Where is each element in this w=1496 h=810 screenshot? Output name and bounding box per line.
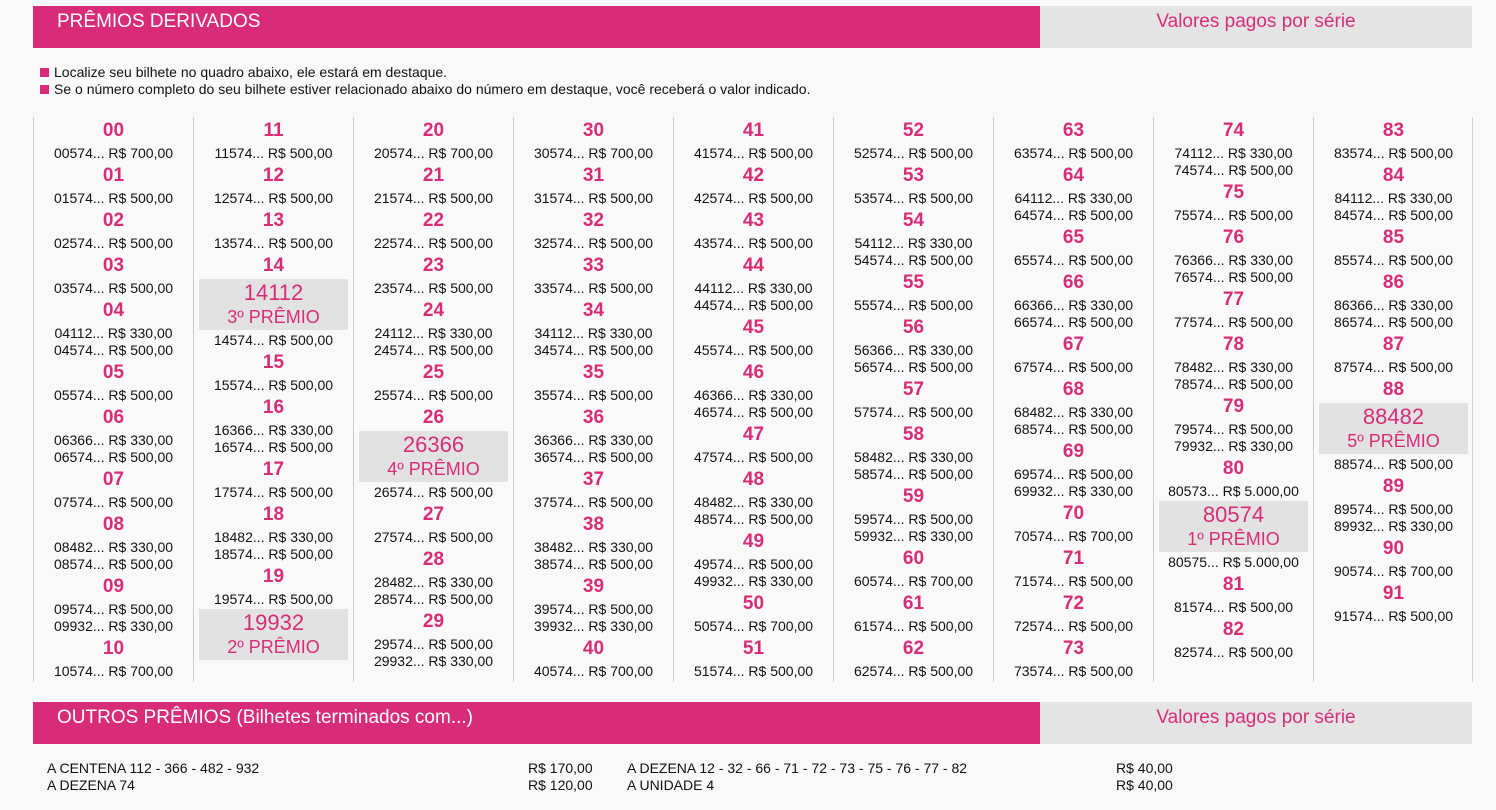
ticket-line: 09932... R$ 330,00 xyxy=(53,618,174,634)
ticket-line: 60574... R$ 700,00 xyxy=(853,573,974,589)
group-number: 51 xyxy=(742,638,765,659)
ticket-line: 24574... R$ 500,00 xyxy=(373,342,494,358)
group-number: 72 xyxy=(1062,593,1085,614)
ticket-line: 16366... R$ 330,00 xyxy=(213,422,334,438)
ticket-line: 09574... R$ 500,00 xyxy=(53,601,174,617)
ticket-line: 24112... R$ 330,00 xyxy=(374,325,493,341)
ticket-line: 58574... R$ 500,00 xyxy=(853,466,974,482)
ticket-line: 07574... R$ 500,00 xyxy=(53,494,174,510)
group-number: 59 xyxy=(902,486,925,507)
ticket-line: 50574... R$ 700,00 xyxy=(693,618,814,634)
ticket-line: 34574... R$ 500,00 xyxy=(533,342,654,358)
group-number: 12 xyxy=(262,165,285,186)
ticket-line: 40574... R$ 700,00 xyxy=(533,663,654,679)
prize-number: 19932 xyxy=(242,610,305,635)
group-number: 45 xyxy=(742,317,765,338)
other-prize-label: A DEZENA 12 - 32 - 66 - 71 - 72 - 73 - 75 - 76 - 77 - 82 xyxy=(627,760,968,776)
group-number: 76 xyxy=(1222,227,1245,248)
ticket-line: 31574... R$ 500,00 xyxy=(533,190,654,206)
ticket-line: 88574... R$ 500,00 xyxy=(1333,456,1454,472)
bullet-square-icon xyxy=(40,68,49,77)
ticket-line: 39932... R$ 330,00 xyxy=(533,618,654,634)
ticket-line: 26574... R$ 500,00 xyxy=(373,484,494,500)
group-number: 68 xyxy=(1062,379,1085,400)
prize-column xyxy=(1153,117,1313,682)
group-number: 71 xyxy=(1062,548,1085,569)
group-number: 13 xyxy=(262,210,285,231)
prize-column xyxy=(993,117,1153,682)
group-number: 82 xyxy=(1222,619,1245,640)
group-number: 06 xyxy=(102,407,125,428)
ticket-line: 30574... R$ 700,00 xyxy=(533,145,654,161)
ticket-line: 69932... R$ 330,00 xyxy=(1013,483,1134,499)
ticket-line: 38482... R$ 330,00 xyxy=(533,539,654,555)
group-number: 21 xyxy=(422,165,445,186)
ticket-line: 16574... R$ 500,00 xyxy=(213,439,334,455)
group-number: 22 xyxy=(422,210,445,231)
ticket-line: 32574... R$ 500,00 xyxy=(533,235,654,251)
prize-column xyxy=(33,117,193,682)
ticket-line: 29932... R$ 330,00 xyxy=(373,653,494,669)
ticket-line: 79574... R$ 500,00 xyxy=(1173,421,1294,437)
group-number: 15 xyxy=(262,352,285,373)
ticket-line: 25574... R$ 500,00 xyxy=(373,387,494,403)
ticket-line: 71574... R$ 500,00 xyxy=(1013,573,1134,589)
ticket-line: 86366... R$ 330,00 xyxy=(1333,297,1454,313)
ticket-line: 89932... R$ 330,00 xyxy=(1333,518,1454,534)
other-prizes-right-labels xyxy=(627,760,967,794)
group-number: 18 xyxy=(262,504,285,525)
highlighted-prize xyxy=(199,609,348,660)
ticket-line: 83574... R$ 500,00 xyxy=(1333,145,1454,161)
prize-number: 14112 xyxy=(243,280,304,305)
group-number: 05 xyxy=(102,362,125,383)
ticket-line: 77574... R$ 500,00 xyxy=(1173,314,1294,330)
ticket-line: 28482... R$ 330,00 xyxy=(373,574,494,590)
ticket-line: 29574... R$ 500,00 xyxy=(373,636,494,652)
group-number: 46 xyxy=(742,362,765,383)
other-prize-value: R$ 40,00 xyxy=(1116,777,1173,793)
group-number: 85 xyxy=(1382,227,1405,248)
ticket-line: 78482... R$ 330,00 xyxy=(1173,359,1294,375)
highlighted-prize xyxy=(359,431,508,482)
ticket-line: 38574... R$ 500,00 xyxy=(533,556,654,572)
other-prizes-subtitle: Valores pagos por série xyxy=(1040,702,1472,744)
group-number: 91 xyxy=(1382,583,1405,604)
group-number: 34 xyxy=(582,300,605,321)
group-number: 32 xyxy=(582,210,605,231)
group-number: 47 xyxy=(742,424,765,445)
group-number: 52 xyxy=(902,120,925,141)
group-number: 77 xyxy=(1222,289,1245,310)
group-number: 27 xyxy=(422,504,445,525)
other-prizes-title: OUTROS PRÊMIOS (Bilhetes terminados com...) xyxy=(33,702,1040,744)
ticket-line: 54112... R$ 330,00 xyxy=(854,235,973,251)
instruction-line: Localize seu bilhete no quadro abaixo, ele estará em destaque. xyxy=(40,64,810,81)
group-number: 74 xyxy=(1222,120,1245,141)
prize-grid xyxy=(33,117,1473,682)
ticket-line: 10574... R$ 700,00 xyxy=(53,663,174,679)
other-prize-label: A CENTENA 112 - 366 - 482 - 932 xyxy=(47,760,260,776)
ticket-line: 75574... R$ 500,00 xyxy=(1173,207,1294,223)
ticket-line: 68482... R$ 330,00 xyxy=(1013,404,1134,420)
ticket-line: 12574... R$ 500,00 xyxy=(213,190,334,206)
ticket-line: 01574... R$ 500,00 xyxy=(53,190,174,206)
ticket-line: 47574... R$ 500,00 xyxy=(693,449,814,465)
group-number: 58 xyxy=(902,424,925,445)
ticket-line: 65574... R$ 500,00 xyxy=(1013,252,1134,268)
group-number: 70 xyxy=(1062,503,1085,524)
ticket-line: 46574... R$ 500,00 xyxy=(693,404,814,420)
prize-rank: 4º PRÊMIO xyxy=(387,459,480,479)
prize-column xyxy=(833,117,993,682)
ticket-line: 64574... R$ 500,00 xyxy=(1013,207,1134,223)
ticket-line: 14574... R$ 500,00 xyxy=(213,332,334,348)
prize-column xyxy=(353,117,513,682)
header-bar xyxy=(33,6,1472,48)
ticket-line: 82574... R$ 500,00 xyxy=(1173,644,1294,660)
group-number: 03 xyxy=(102,255,125,276)
ticket-line: 36574... R$ 500,00 xyxy=(533,449,654,465)
ticket-line: 18482... R$ 330,00 xyxy=(213,529,334,545)
ticket-line: 21574... R$ 500,00 xyxy=(373,190,494,206)
group-number: 88 xyxy=(1382,379,1405,400)
ticket-line: 66574... R$ 500,00 xyxy=(1013,314,1134,330)
ticket-line: 84574... R$ 500,00 xyxy=(1333,207,1454,223)
ticket-line: 80575... R$ 5.000,00 xyxy=(1168,554,1299,570)
section-title: PRÊMIOS DERIVADOS xyxy=(33,6,1040,48)
ticket-line: 85574... R$ 500,00 xyxy=(1333,252,1454,268)
group-number: 62 xyxy=(902,638,925,659)
group-number: 37 xyxy=(582,469,605,490)
prize-column xyxy=(673,117,833,682)
other-prize-label: A UNIDADE 4 xyxy=(627,777,715,793)
group-number: 35 xyxy=(582,362,605,383)
ticket-line: 17574... R$ 500,00 xyxy=(213,484,334,500)
group-number: 90 xyxy=(1382,538,1405,559)
ticket-line: 04574... R$ 500,00 xyxy=(53,342,174,358)
group-number: 78 xyxy=(1222,334,1245,355)
other-prize-label: A DEZENA 74 xyxy=(47,777,135,793)
group-number: 55 xyxy=(902,272,925,293)
group-number: 89 xyxy=(1382,476,1405,497)
ticket-line: 36366... R$ 330,00 xyxy=(533,432,654,448)
ticket-line: 28574... R$ 500,00 xyxy=(373,591,494,607)
ticket-line: 20574... R$ 700,00 xyxy=(373,145,494,161)
prize-rank: 5º PRÊMIO xyxy=(1347,431,1440,451)
group-number: 25 xyxy=(422,362,445,383)
ticket-line: 63574... R$ 500,00 xyxy=(1013,145,1134,161)
prize-column xyxy=(513,117,673,682)
ticket-line: 46366... R$ 330,00 xyxy=(693,387,814,403)
group-number: 69 xyxy=(1062,441,1085,462)
ticket-line: 48574... R$ 500,00 xyxy=(693,511,814,527)
ticket-line: 41574... R$ 500,00 xyxy=(693,145,814,161)
group-number: 20 xyxy=(422,120,445,141)
ticket-line: 68574... R$ 500,00 xyxy=(1013,421,1134,437)
ticket-line: 49932... R$ 330,00 xyxy=(693,573,814,589)
ticket-line: 44574... R$ 500,00 xyxy=(693,297,814,313)
bullet-square-icon xyxy=(40,85,49,94)
ticket-line: 06574... R$ 500,00 xyxy=(53,449,174,465)
ticket-line: 33574... R$ 500,00 xyxy=(533,280,654,296)
ticket-line: 39574... R$ 500,00 xyxy=(533,601,654,617)
group-number: 67 xyxy=(1062,334,1085,355)
ticket-line: 69574... R$ 500,00 xyxy=(1013,466,1134,482)
ticket-line: 73574... R$ 500,00 xyxy=(1013,663,1134,679)
group-number: 60 xyxy=(902,548,925,569)
ticket-line: 08574... R$ 500,00 xyxy=(53,556,174,572)
group-number: 17 xyxy=(262,459,285,480)
ticket-line: 90574... R$ 700,00 xyxy=(1333,563,1454,579)
ticket-line: 05574... R$ 500,00 xyxy=(53,387,174,403)
group-number: 00 xyxy=(102,120,125,141)
ticket-line: 55574... R$ 500,00 xyxy=(853,297,974,313)
group-number: 30 xyxy=(582,120,605,141)
ticket-line: 61574... R$ 500,00 xyxy=(853,618,974,634)
prize-number: 88482 xyxy=(1362,404,1425,429)
ticket-line: 53574... R$ 500,00 xyxy=(853,190,974,206)
ticket-line: 18574... R$ 500,00 xyxy=(213,546,334,562)
group-number: 24 xyxy=(422,300,445,321)
group-number: 65 xyxy=(1062,227,1085,248)
ticket-line: 04112... R$ 330,00 xyxy=(54,325,173,341)
ticket-line: 70574... R$ 700,00 xyxy=(1013,528,1134,544)
ticket-line: 91574... R$ 500,00 xyxy=(1333,608,1454,624)
other-prize-value: R$ 40,00 xyxy=(1116,760,1173,776)
ticket-line: 42574... R$ 500,00 xyxy=(693,190,814,206)
group-number: 23 xyxy=(422,255,445,276)
other-prize-value: R$ 120,00 xyxy=(528,777,593,793)
prize-rank: 1º PRÊMIO xyxy=(1187,529,1280,549)
ticket-line: 59932... R$ 330,00 xyxy=(853,528,974,544)
ticket-line: 44112... R$ 330,00 xyxy=(694,280,813,296)
section-subtitle: Valores pagos por série xyxy=(1040,6,1472,48)
group-number: 38 xyxy=(582,514,605,535)
group-number: 19 xyxy=(262,566,285,587)
group-number: 14 xyxy=(262,255,285,276)
other-prizes-left-labels xyxy=(47,760,259,794)
group-number: 40 xyxy=(582,638,605,659)
highlighted-prize xyxy=(1319,403,1468,454)
ticket-line: 19574... R$ 500,00 xyxy=(213,591,334,607)
ticket-line: 08482... R$ 330,00 xyxy=(53,539,174,555)
highlighted-prize xyxy=(199,279,348,330)
ticket-line: 49574... R$ 500,00 xyxy=(693,556,814,572)
group-number: 04 xyxy=(102,300,125,321)
ticket-line: 15574... R$ 500,00 xyxy=(213,377,334,393)
group-number: 49 xyxy=(742,531,765,552)
group-number: 41 xyxy=(742,120,765,141)
group-number: 50 xyxy=(742,593,765,614)
group-number: 87 xyxy=(1382,334,1405,355)
highlighted-prize xyxy=(1159,501,1308,552)
group-number: 57 xyxy=(902,379,925,400)
ticket-line: 78574... R$ 500,00 xyxy=(1173,376,1294,392)
group-number: 02 xyxy=(102,210,125,231)
prize-number: 80574 xyxy=(1202,502,1265,527)
group-number: 08 xyxy=(102,514,125,535)
group-number: 07 xyxy=(102,469,125,490)
ticket-line: 00574... R$ 700,00 xyxy=(53,145,174,161)
ticket-line: 80573... R$ 5.000,00 xyxy=(1168,483,1299,499)
prize-rank: 2º PRÊMIO xyxy=(227,637,320,657)
ticket-line: 54574... R$ 500,00 xyxy=(853,252,974,268)
ticket-line: 13574... R$ 500,00 xyxy=(213,235,334,251)
prize-column xyxy=(1313,117,1473,682)
group-number: 56 xyxy=(902,317,925,338)
group-number: 44 xyxy=(742,255,765,276)
group-number: 83 xyxy=(1382,120,1405,141)
group-number: 31 xyxy=(582,165,605,186)
other-prizes-right-values xyxy=(1116,760,1173,794)
group-number: 79 xyxy=(1222,396,1245,417)
other-prizes-left-values xyxy=(528,760,593,794)
ticket-line: 22574... R$ 500,00 xyxy=(373,235,494,251)
ticket-line: 06366... R$ 330,00 xyxy=(53,432,174,448)
group-number: 16 xyxy=(262,397,285,418)
group-number: 11 xyxy=(263,120,284,141)
ticket-line: 72574... R$ 500,00 xyxy=(1013,618,1134,634)
instructions xyxy=(40,64,810,98)
ticket-line: 59574... R$ 500,00 xyxy=(853,511,974,527)
group-number: 28 xyxy=(422,549,445,570)
group-number: 01 xyxy=(102,165,125,186)
ticket-line: 11574... R$ 500,00 xyxy=(214,145,333,161)
group-number: 29 xyxy=(422,611,445,632)
ticket-line: 86574... R$ 500,00 xyxy=(1333,314,1454,330)
ticket-line: 67574... R$ 500,00 xyxy=(1013,359,1134,375)
ticket-line: 57574... R$ 500,00 xyxy=(853,404,974,420)
group-number: 84 xyxy=(1382,165,1405,186)
ticket-line: 52574... R$ 500,00 xyxy=(853,145,974,161)
group-number: 63 xyxy=(1062,120,1085,141)
ticket-line: 74112... R$ 330,00 xyxy=(1174,145,1293,161)
ticket-line: 81574... R$ 500,00 xyxy=(1173,599,1294,615)
ticket-line: 62574... R$ 500,00 xyxy=(853,663,974,679)
group-number: 54 xyxy=(902,210,925,231)
ticket-line: 56366... R$ 330,00 xyxy=(853,342,974,358)
ticket-line: 43574... R$ 500,00 xyxy=(693,235,814,251)
ticket-line: 45574... R$ 500,00 xyxy=(693,342,814,358)
ticket-line: 27574... R$ 500,00 xyxy=(373,529,494,545)
ticket-line: 34112... R$ 330,00 xyxy=(534,325,653,341)
group-number: 10 xyxy=(102,638,125,659)
ticket-line: 51574... R$ 500,00 xyxy=(693,663,814,679)
ticket-line: 84112... R$ 330,00 xyxy=(1334,190,1453,206)
group-number: 66 xyxy=(1062,272,1085,293)
other-prize-value: R$ 170,00 xyxy=(528,760,593,776)
ticket-line: 79932... R$ 330,00 xyxy=(1173,438,1294,454)
group-number: 09 xyxy=(102,576,125,597)
ticket-line: 02574... R$ 500,00 xyxy=(53,235,174,251)
ticket-line: 03574... R$ 500,00 xyxy=(53,280,174,296)
ticket-line: 64112... R$ 330,00 xyxy=(1014,190,1133,206)
group-number: 73 xyxy=(1062,638,1085,659)
ticket-line: 48482... R$ 330,00 xyxy=(693,494,814,510)
ticket-line: 37574... R$ 500,00 xyxy=(533,494,654,510)
prize-number: 26366 xyxy=(402,432,465,457)
group-number: 86 xyxy=(1382,272,1405,293)
ticket-line: 35574... R$ 500,00 xyxy=(533,387,654,403)
ticket-line: 76574... R$ 500,00 xyxy=(1173,269,1294,285)
ticket-line: 58482... R$ 330,00 xyxy=(853,449,974,465)
ticket-line: 74574... R$ 500,00 xyxy=(1173,162,1294,178)
group-number: 75 xyxy=(1222,182,1245,203)
group-number: 39 xyxy=(582,576,605,597)
group-number: 53 xyxy=(902,165,925,186)
group-number: 36 xyxy=(582,407,605,428)
ticket-line: 56574... R$ 500,00 xyxy=(853,359,974,375)
group-number: 26 xyxy=(422,407,445,428)
group-number: 64 xyxy=(1062,165,1085,186)
other-prizes-bar xyxy=(33,702,1472,744)
prize-column xyxy=(193,117,353,682)
group-number: 48 xyxy=(742,469,765,490)
ticket-line: 66366... R$ 330,00 xyxy=(1013,297,1134,313)
ticket-line: 76366... R$ 330,00 xyxy=(1173,252,1294,268)
group-number: 80 xyxy=(1222,458,1245,479)
ticket-line: 89574... R$ 500,00 xyxy=(1333,501,1454,517)
group-number: 61 xyxy=(902,593,925,614)
ticket-line: 87574... R$ 500,00 xyxy=(1333,359,1454,375)
prize-rank: 3º PRÊMIO xyxy=(227,307,320,327)
instruction-line: Se o número completo do seu bilhete estiver relacionado abaixo do número em destaque, você receberá o valor indicado. xyxy=(40,81,810,98)
group-number: 33 xyxy=(582,255,605,276)
group-number: 43 xyxy=(742,210,765,231)
group-number: 81 xyxy=(1222,574,1245,595)
group-number: 42 xyxy=(742,165,765,186)
ticket-line: 23574... R$ 500,00 xyxy=(373,280,494,296)
